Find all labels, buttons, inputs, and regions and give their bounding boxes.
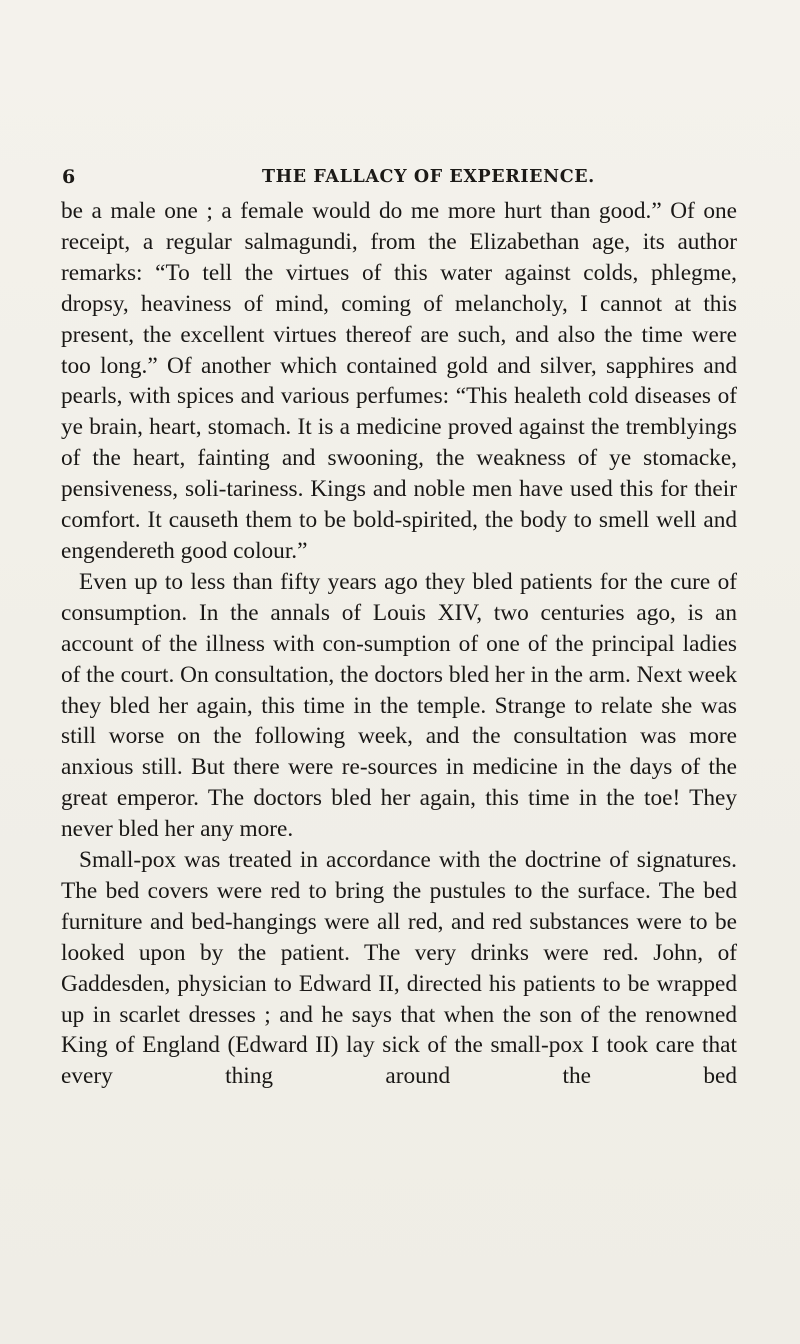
- paragraph-1: be a male one ; a female would do me more hurt than good.” Of one receipt, a regular salmagundi, from the Elizabethan age, its author remarks: “To tell the virtues of this water against colds, phlegme, dropsy, heaviness of mind, coming of melancholy, I cannot at this present, the excellent virtues thereof are such, and also the time were too long.” Of another which contained gold and silver, sapphires and pearls, with spices and various perfumes: “This healeth cold diseases of ye brain, heart, stomach. It is a medicine proved against the tremblyings of the heart, fainting and swooning, the weakness of ye stomacke, pensiveness, soli-tariness. Kings and noble men have used this for their comfort. It causeth them to be bold-spirited, the body to smell well and engendereth good colour.”: [61, 198, 737, 564]
- body-text: [61, 196, 737, 1092]
- paragraph-2: Even up to less than fifty years ago they bled patients for the cure of consumption. In the annals of Louis XIV, two centuries ago, is an account of the illness with con-sumption of one of the principal ladies of the court. On consultation, the doctors bled her in the arm. Next week they bled her again, this time in the temple. Strange to relate she was still worse on the following week, and the consultation was more anxious still. But there were re-sources in medicine in the days of the great emperor. The doctors bled her again, this time in the toe! They never bled her any more.: [61, 568, 737, 843]
- running-head: THE FALLACY OF EXPERIENCE.: [262, 167, 595, 187]
- page-header: [62, 166, 762, 192]
- paragraph-3: Small-pox was treated in accordance with the doctrine of signatures. The bed covers were red to bring the pustules to the surface. The bed furniture and bed-hangings were all red, and red substances were to be looked upon by the patient. The very drinks were red. John, of Gaddesden, physician to Edward II, directed his patients to be wrapped up in scarlet dresses ; and he says that when the son of the renowned King of England (Edward II) lay sick of the small-pox I took care that every thing around the bed: [61, 847, 737, 1090]
- page-number: 6: [62, 166, 76, 188]
